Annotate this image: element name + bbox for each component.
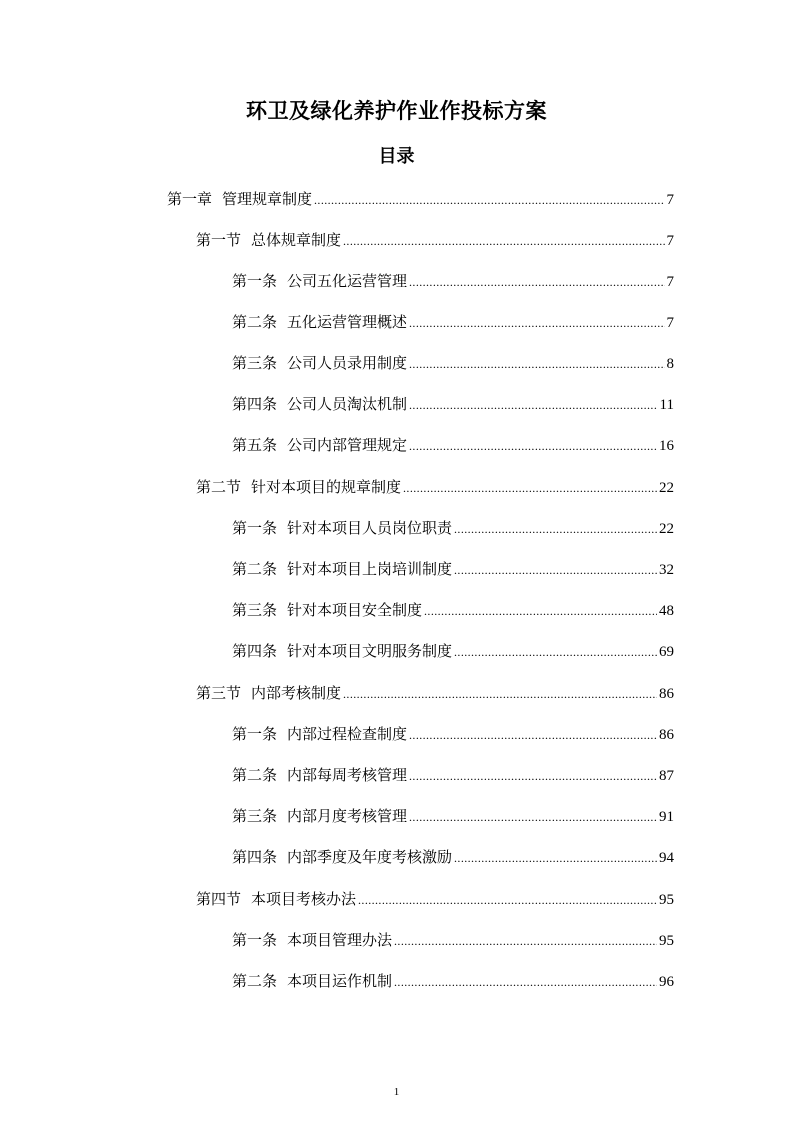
toc-entry-number: 第四条 bbox=[232, 395, 278, 413]
toc-entry[interactable] bbox=[232, 803, 674, 829]
toc-entry-page: 94 bbox=[659, 850, 674, 866]
toc-entry-page: 11 bbox=[659, 397, 674, 413]
document-title: 环卫及绿化养护作业作投标方案 bbox=[246, 99, 547, 123]
toc-dot-leader bbox=[409, 722, 657, 748]
toc-dot-leader bbox=[409, 392, 658, 418]
toc-entry[interactable] bbox=[232, 721, 674, 747]
toc-entry-number: 第二条 bbox=[232, 972, 278, 990]
toc-dot-leader bbox=[343, 228, 664, 254]
toc-entry-number: 第一条 bbox=[232, 519, 278, 537]
toc-entry-page: 22 bbox=[659, 521, 674, 537]
toc-entry-number: 第四条 bbox=[232, 642, 278, 660]
toc-entry-title: 内部每周考核管理 bbox=[287, 766, 408, 784]
toc-dot-leader bbox=[454, 639, 657, 665]
toc-entry-title: 公司人员淘汰机制 bbox=[287, 395, 408, 413]
toc-entry-number: 第三条 bbox=[232, 601, 278, 619]
toc-entry[interactable] bbox=[232, 597, 674, 623]
toc-dot-leader bbox=[454, 557, 657, 583]
toc-entry[interactable] bbox=[232, 350, 674, 376]
toc-entry[interactable] bbox=[232, 844, 674, 870]
toc-entry[interactable] bbox=[232, 432, 674, 458]
toc-entry[interactable] bbox=[232, 391, 674, 417]
toc-entry-number: 第四条 bbox=[232, 848, 278, 866]
toc-entry[interactable] bbox=[167, 186, 674, 212]
toc-entry-title: 针对本项目安全制度 bbox=[287, 601, 423, 619]
toc-entry-title: 总体规章制度 bbox=[251, 231, 342, 249]
toc-dot-leader bbox=[394, 928, 657, 954]
toc-entry-page: 8 bbox=[666, 356, 674, 372]
toc-dot-leader bbox=[358, 887, 657, 913]
toc-entry-number: 第一条 bbox=[232, 725, 278, 743]
toc-entry-page: 86 bbox=[659, 686, 674, 702]
toc-entry-number: 第二条 bbox=[232, 313, 278, 331]
toc-dot-leader bbox=[409, 804, 657, 830]
toc-entry-page: 91 bbox=[659, 809, 674, 825]
toc-entry-title: 公司五化运营管理 bbox=[287, 272, 408, 290]
toc-entry[interactable] bbox=[232, 638, 674, 664]
toc-entry-title: 内部过程检查制度 bbox=[287, 725, 408, 743]
toc-entry-title: 管理规章制度 bbox=[222, 190, 313, 208]
toc-dot-leader bbox=[409, 269, 664, 295]
toc-dot-leader bbox=[409, 763, 657, 789]
toc-entry-title: 本项目考核办法 bbox=[251, 890, 357, 908]
toc-dot-leader bbox=[343, 681, 657, 707]
toc-entry-title: 本项目管理办法 bbox=[287, 931, 393, 949]
toc-entry[interactable] bbox=[232, 927, 674, 953]
toc-dot-leader bbox=[394, 969, 657, 995]
toc-entry-page: 22 bbox=[659, 480, 674, 496]
toc-entry-number: 第一章 bbox=[167, 190, 213, 208]
toc-dot-leader bbox=[454, 845, 657, 871]
toc-dot-leader bbox=[314, 187, 664, 213]
toc-entry-title: 针对本项目上岗培训制度 bbox=[287, 560, 453, 578]
toc-entry-page: 69 bbox=[659, 644, 674, 660]
toc-entry-title: 内部季度及年度考核激励 bbox=[287, 848, 453, 866]
toc-entry-number: 第四节 bbox=[196, 890, 242, 908]
toc-entry-number: 第五条 bbox=[232, 436, 278, 454]
toc-entry-title: 本项目运作机制 bbox=[287, 972, 393, 990]
toc-dot-leader bbox=[409, 433, 657, 459]
toc-dot-leader bbox=[424, 598, 657, 624]
toc-entry-page: 7 bbox=[666, 233, 674, 249]
toc-entry-page: 7 bbox=[666, 192, 674, 208]
toc-entry-page: 95 bbox=[659, 892, 674, 908]
toc-entry-page: 86 bbox=[659, 727, 674, 743]
toc-entry[interactable] bbox=[196, 680, 674, 706]
toc-entry-number: 第一条 bbox=[232, 272, 278, 290]
toc-dot-leader bbox=[454, 516, 657, 542]
toc-entry-number: 第二条 bbox=[232, 560, 278, 578]
toc-entry-number: 第一条 bbox=[232, 931, 278, 949]
toc-entry[interactable] bbox=[232, 268, 674, 294]
toc-entry-number: 第三条 bbox=[232, 807, 278, 825]
toc-entry-title: 五化运营管理概述 bbox=[287, 313, 408, 331]
toc-entry[interactable] bbox=[232, 968, 674, 994]
toc-entry[interactable] bbox=[232, 762, 674, 788]
toc-entry-title: 公司人员录用制度 bbox=[287, 354, 408, 372]
toc-entry-page: 16 bbox=[659, 438, 674, 454]
toc-entry-number: 第三条 bbox=[232, 354, 278, 372]
toc-entry-page: 7 bbox=[666, 315, 674, 331]
toc-entry-page: 87 bbox=[659, 768, 674, 784]
toc-entry-title: 针对本项目人员岗位职责 bbox=[287, 519, 453, 537]
toc-dot-leader bbox=[403, 475, 657, 501]
toc-heading: 目录 bbox=[378, 146, 415, 167]
toc-entry-page: 7 bbox=[666, 274, 674, 290]
toc-entry[interactable] bbox=[232, 309, 674, 335]
toc-entry-title: 内部月度考核管理 bbox=[287, 807, 408, 825]
toc-entry-number: 第一节 bbox=[196, 231, 242, 249]
toc-entry-title: 针对本项目的规章制度 bbox=[251, 478, 402, 496]
toc-entry-page: 32 bbox=[659, 562, 674, 578]
toc-entry[interactable] bbox=[196, 474, 674, 500]
toc-entry[interactable] bbox=[196, 886, 674, 912]
toc-entry[interactable] bbox=[232, 556, 674, 582]
page-number: 1 bbox=[393, 1086, 400, 1098]
toc-entry-page: 96 bbox=[659, 974, 674, 990]
toc-dot-leader bbox=[409, 310, 664, 336]
toc-entry-title: 公司内部管理规定 bbox=[287, 436, 408, 454]
toc-entry-page: 48 bbox=[659, 603, 674, 619]
toc-entry-number: 第二条 bbox=[232, 766, 278, 784]
toc-entry[interactable] bbox=[196, 227, 674, 253]
toc-dot-leader bbox=[409, 351, 664, 377]
toc-entry-number: 第二节 bbox=[196, 478, 242, 496]
toc-entry[interactable] bbox=[232, 515, 674, 541]
toc-entry-title: 针对本项目文明服务制度 bbox=[287, 642, 453, 660]
toc-entry-number: 第三节 bbox=[196, 684, 242, 702]
toc-entry-title: 内部考核制度 bbox=[251, 684, 342, 702]
toc-entry-page: 95 bbox=[659, 933, 674, 949]
